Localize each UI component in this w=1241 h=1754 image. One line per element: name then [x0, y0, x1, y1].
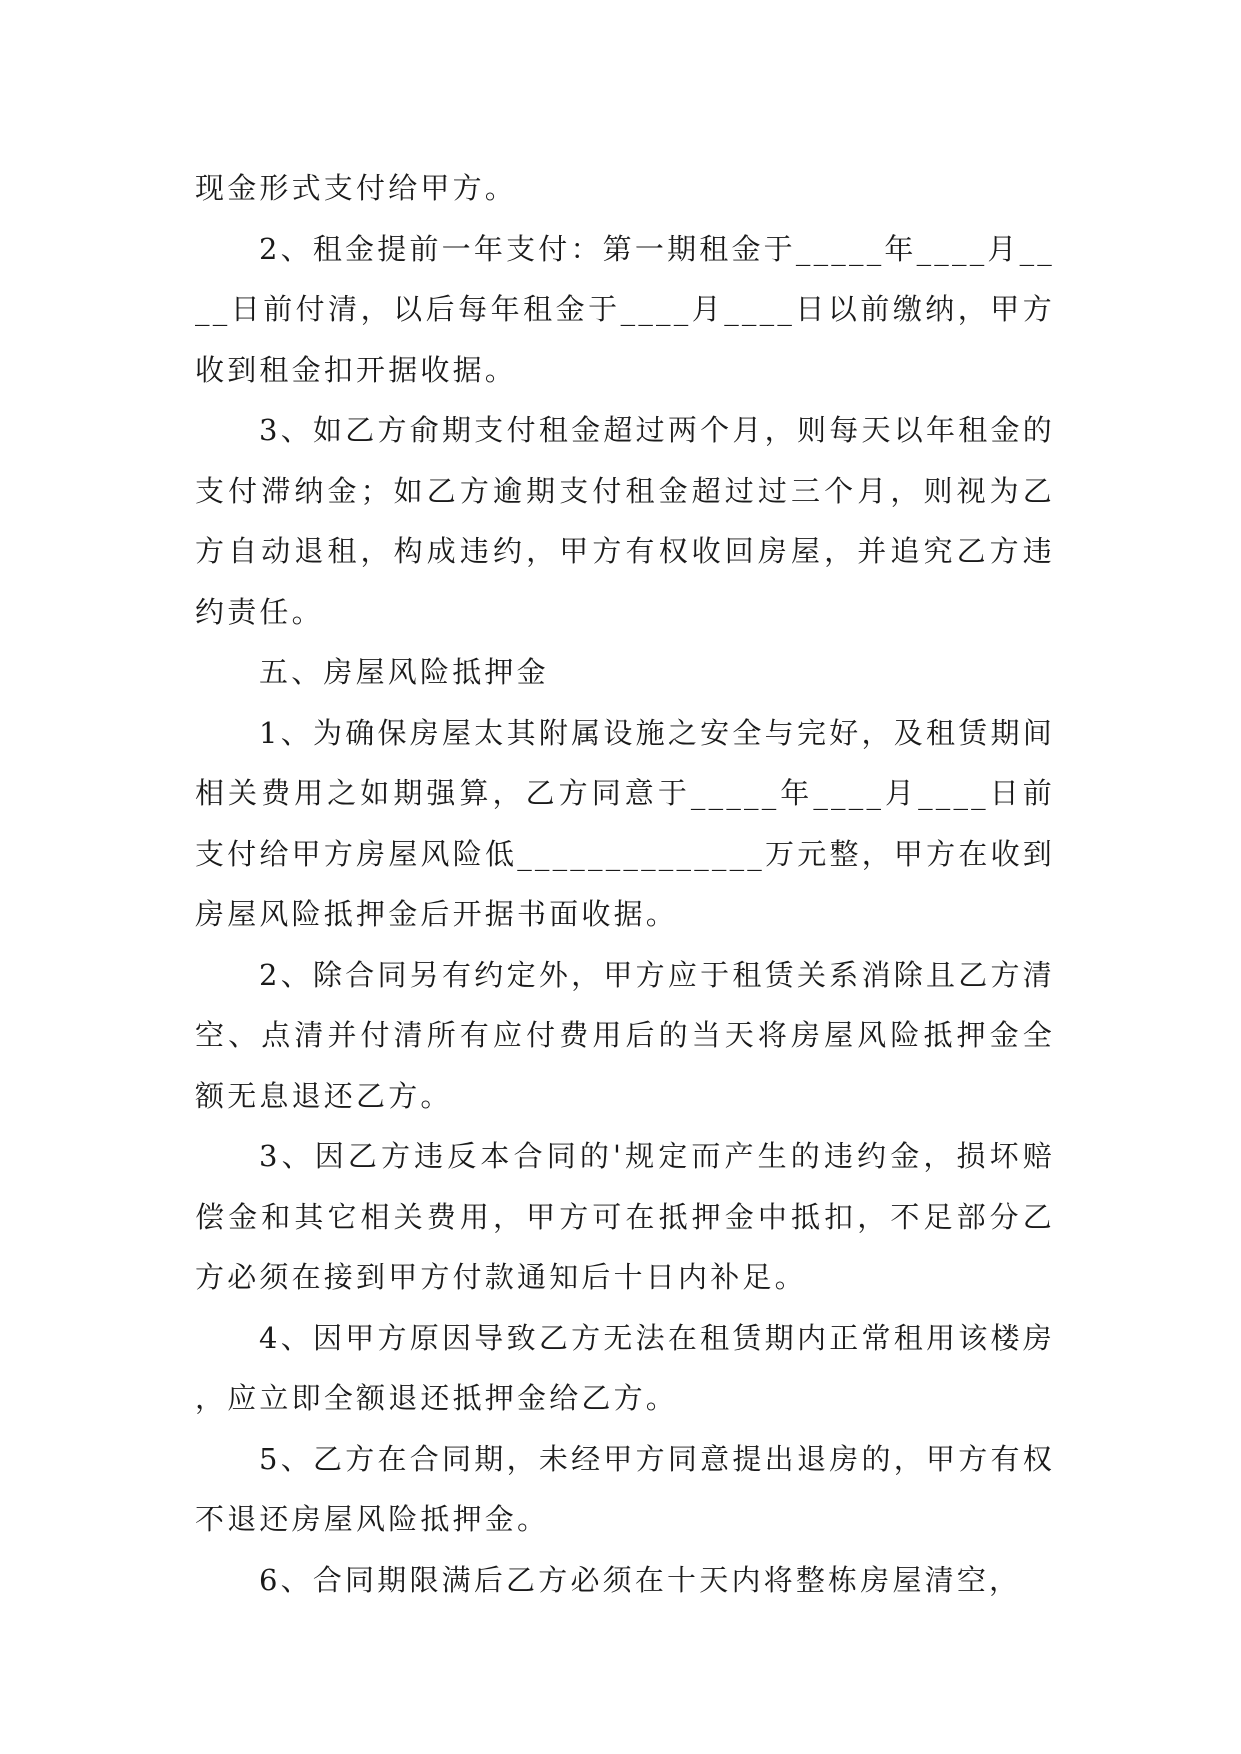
section-heading-risk-deposit: 五、房屋风险抵押金 [259, 655, 549, 689]
paragraph-deposit-refund: 2、除合同另有约定外，甲方应于租赁关系消除且乙方清空、点清并付清所有应付费用后的当天将房屋风险抵押金全额无息退还乙方。 [195, 957, 1055, 1113]
paragraph-rent-prepayment: 2、租金提前一年支付：第一期租金于_____年____月____日前付清，以后每年租金于____月____日以前缴纳，甲方收到租金扣开据收据。 [195, 231, 1055, 387]
paragraph-contract-expiry: 6、合同期限满后乙方必须在十天内将整栋房屋清空， [259, 1562, 1022, 1597]
paragraph-late-payment: 3、如乙方俞期支付租金超过两个月，则每天以年租金的支付滞纳金；如乙方逾期支付租金超过过三个月，则视为乙方自动退租，构成违约，甲方有权收回房屋，并追究乙方违约责任。 [195, 413, 1055, 629]
paragraph-landlord-fault-refund: 4、因甲方原因导致乙方无法在租赁期内正常租用该楼房，应立即全额退还抵押金给乙方。 [195, 1320, 1055, 1415]
paragraph-payment-method-continued: 现金形式支付给甲方。 [195, 171, 518, 205]
paragraph-deposit-deduction: 3、因乙方违反本合同的'规定而产生的违约金，损坏赔偿金和其它相关费用，甲方可在抵押金中抵扣，不足部分乙方必须在接到甲方付款通知后十日内补足。 [195, 1139, 1055, 1294]
paragraph-early-termination: 5、乙方在合同期，未经甲方同意提出退房的，甲方有权不退还房屋风险抵押金。 [195, 1441, 1055, 1536]
document-body [195, 158, 1055, 1610]
paragraph-deposit-payment: 1、为确保房屋太其附属设施之安全与完好，及租赁期间相关费用之如期强算，乙方同意于_____年____月____日前支付给甲方房屋风险低______________万元整，甲方在收到房屋风险抵押金后开据书面收据。 [195, 715, 1055, 931]
